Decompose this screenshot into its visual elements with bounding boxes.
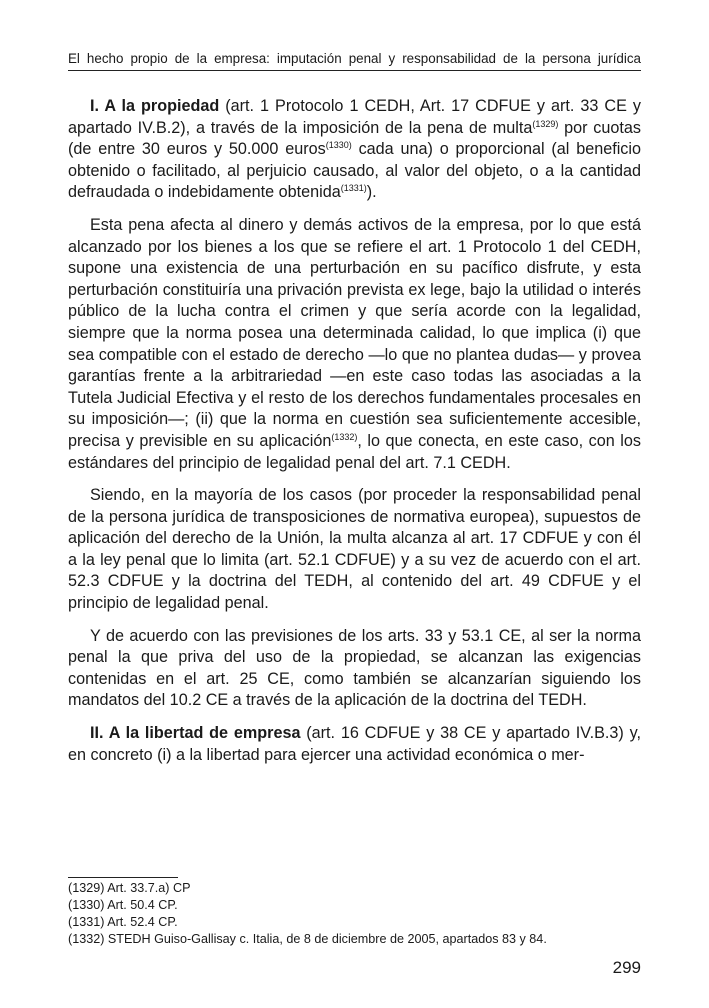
- footnote-1332: (1332) STEDH Guiso-Gallisay c. Italia, de 8 de diciembre de 2005, apartados 83 y 84.: [68, 932, 547, 946]
- section-heading-propiedad: I. A la propiedad: [90, 97, 220, 115]
- header-rule: [68, 70, 641, 71]
- paragraph-libertad-empresa: II. A la libertad de empresa (art. 16 CDFUE y 38 CE y apartado IV.B.3) y, en concreto (i) a la libertad para ejercer una actividad económica o mer-: [68, 724, 641, 764]
- paragraph-derecho-union: Siendo, en la mayoría de los casos (por proceder la responsabilidad penal de la persona jurídica de transposiciones de normativa europea), supuestos de aplicación del derecho de la Unión, la multa alcanza al art. 17 CDFUE y con él a la ley penal que lo limita (art. 52.1 CDFUE) y a su vez de acuerdo con el art. 52.3 CDFUE y la doctrina del TEDH, al contenido del art. 49 CDFUE y el principio de legalidad penal.: [68, 486, 641, 613]
- paragraph-propiedad: I. A la propiedad (art. 1 Protocolo 1 CEDH, Art. 17 CDFUE y art. 33 CE y apartado IV.B.2), a través de la imposición de la pena de multa$^{(1329)}$ por cuotas (de entre 30 euros y 50.000 euros$^{(1330)}$ cada una) o proporcional (al beneficio obtenido o facilitado, al perjuicio causado, al valor del objeto, o a la cantidad defraudada o indebidamente obtenida$^{(1331)}$).: [68, 97, 641, 202]
- footnote-ref-1329: (1329): [532, 118, 559, 129]
- body-text: [68, 96, 641, 777]
- paragraph-pena-activos: Esta pena afecta al dinero y demás activos de la empresa, por lo que está alcanzado por los bienes a los que se refiere el art. 1 Protocolo 1 del CEDH, supone una existencia de una perturbación en su pacífico disfrute, y esta perturbación constituiría una privación prevista ex lege, bajo la utilidad o interés público de la lucha contra el crimen y que sería acorde con la legalidad, siempre que la norma posea una determinada calidad, lo que implica (i) que sea compatible con el estado de derecho —lo que no plantea dudas— y provea garantías frente a la arbitrariedad —en este caso todas las asociadas a la Tutela Judicial Efectiva y el resto de los derechos fundamentales procesales en su imposición—; (ii) que la norma en cuestión sea suficientemente accesible, precisa y previsible en su aplicación$^{(1332)}$, lo que conecta, en este caso, con los estándares del principio de legalidad penal del art. 7.1 CEDH.: [68, 215, 641, 472]
- footnote-rule: [68, 877, 178, 878]
- footnote-1330: (1330) Art. 50.4 CP.: [68, 898, 178, 912]
- footnote-1331: (1331) Art. 52.4 CP.: [68, 915, 178, 929]
- paragraph-previsiones-ce: Y de acuerdo con las previsiones de los arts. 33 y 53.1 CE, al ser la norma penal la que priva del uso de la propiedad, se alcanzan las exigencias contenidas en el art. 25 CE, como también se alcanzarían siguiendo los mandatos del 10.2 CE a través de la aplicación de la doctrina del TEDH.: [68, 626, 641, 710]
- running-head: El hecho propio de la empresa: imputación penal y responsabilidad de la persona jurídica: [68, 51, 641, 66]
- footnote-1329: (1329) Art. 33.7.a) CP: [68, 881, 191, 895]
- footnote-ref-1332: (1332): [331, 431, 358, 442]
- footnote-ref-1330: (1330): [325, 140, 352, 151]
- footnote-ref-1331: (1331): [340, 183, 367, 194]
- page-number: 299: [612, 958, 641, 977]
- footnotes: [68, 880, 641, 948]
- section-heading-libertad-empresa: II. A la libertad de empresa: [90, 724, 301, 743]
